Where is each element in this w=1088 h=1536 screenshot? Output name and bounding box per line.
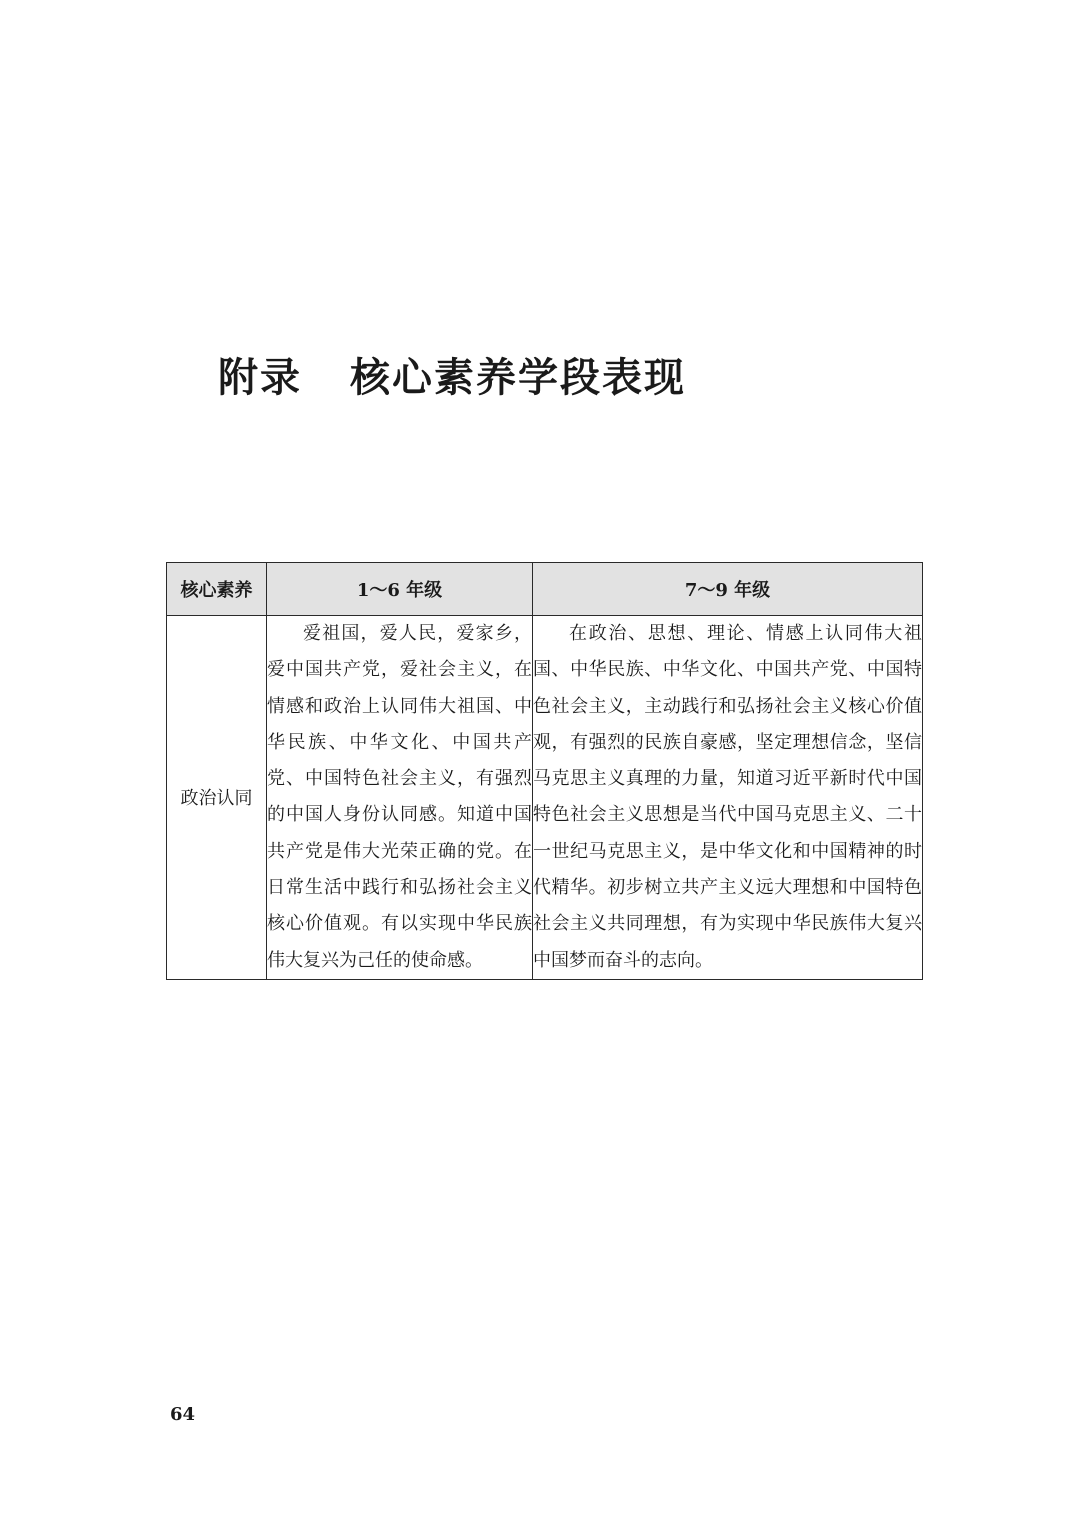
- grade-1-6-text: 爱祖国，爱人民，爱家乡，爱中国共产党，爱社会主义，在情感和政治上认同伟大祖国、中华民族、中华文化、中国共产党、中国特色社会主义，有强烈的中国人身份认同感。知道中国共产党是伟大光荣正确的党。在日常生活中践行和弘扬社会主义核心价值观。有以实现中华民族伟大复兴为己任的使命感。: [267, 623, 532, 971]
- header-competency: 核心素养: [167, 563, 267, 616]
- page-number: 64: [170, 1404, 196, 1425]
- grade-1-6-cell: [267, 616, 533, 980]
- title-main: 核心素养学段表现: [350, 354, 686, 401]
- header-grade-7-9: 7～9 年级: [533, 563, 923, 616]
- grade-7-9-cell: [533, 616, 923, 980]
- table-header-row: [167, 563, 923, 616]
- grade-7-9-text: 在政治、思想、理论、情感上认同伟大祖国、中华民族、中华文化、中国共产党、中国特色社会主义，主动践行和弘扬社会主义核心价值观，有强烈的民族自豪感，坚定理想信念，坚信马克思主义真理的力量，知道习近平新时代中国特色社会主义思想是当代中国马克思主义、二十一世纪马克思主义，是中华文化和中国精神的时代精华。初步树立共产主义远大理想和中国特色社会主义共同理想，有为实现中华民族伟大复兴中国梦而奋斗的志向。: [533, 623, 922, 971]
- competency-name-cell: 政治认同: [167, 616, 267, 980]
- table-row: [167, 616, 923, 980]
- page-title: [218, 346, 686, 410]
- title-prefix: 附录: [218, 354, 302, 401]
- header-grade-1-6: 1～6 年级: [267, 563, 533, 616]
- competency-table: [166, 562, 923, 980]
